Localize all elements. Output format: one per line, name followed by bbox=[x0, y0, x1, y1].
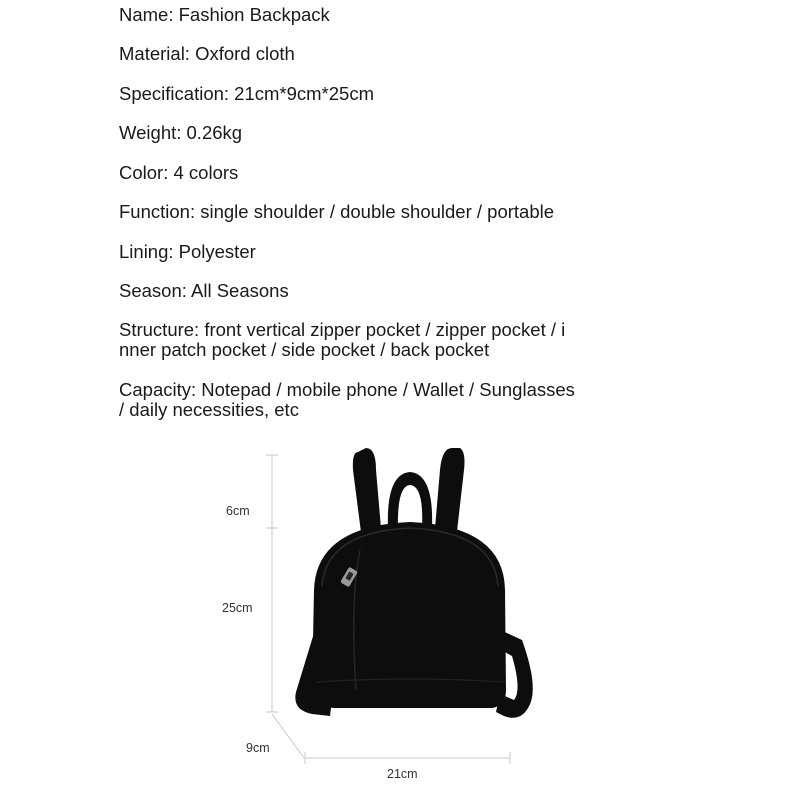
spec-specification: Specification: 21cm*9cm*25cm bbox=[119, 83, 374, 104]
spec-structure: Structure: front vertical zipper pocket / zipper pocket / i nner patch pocket / side pocket / back pocket bbox=[119, 319, 566, 360]
spec-capacity: Capacity: Notepad / mobile phone / Wallet / Sunglasses / daily necessities, etc bbox=[119, 379, 575, 420]
spec-material: Material: Oxford cloth bbox=[119, 43, 295, 64]
depth-measure-line bbox=[272, 714, 304, 758]
dimension-depth-label: 9cm bbox=[246, 741, 270, 755]
spec-function: Function: single shoulder / double shoulder / portable bbox=[119, 201, 555, 222]
spec-season: Season: All Seasons bbox=[119, 280, 289, 301]
top-handle bbox=[388, 472, 432, 528]
spec-weight: Weight: 0.26kg bbox=[119, 122, 243, 143]
dimension-width-label: 21cm bbox=[387, 767, 418, 781]
spec-lining: Lining: Polyester bbox=[119, 241, 256, 262]
spec-name: Name: Fashion Backpack bbox=[119, 4, 330, 25]
dimension-strap-height-label: 6cm bbox=[226, 504, 250, 518]
spec-color: Color: 4 colors bbox=[119, 162, 239, 183]
dimension-body-height-label: 25cm bbox=[222, 601, 253, 615]
